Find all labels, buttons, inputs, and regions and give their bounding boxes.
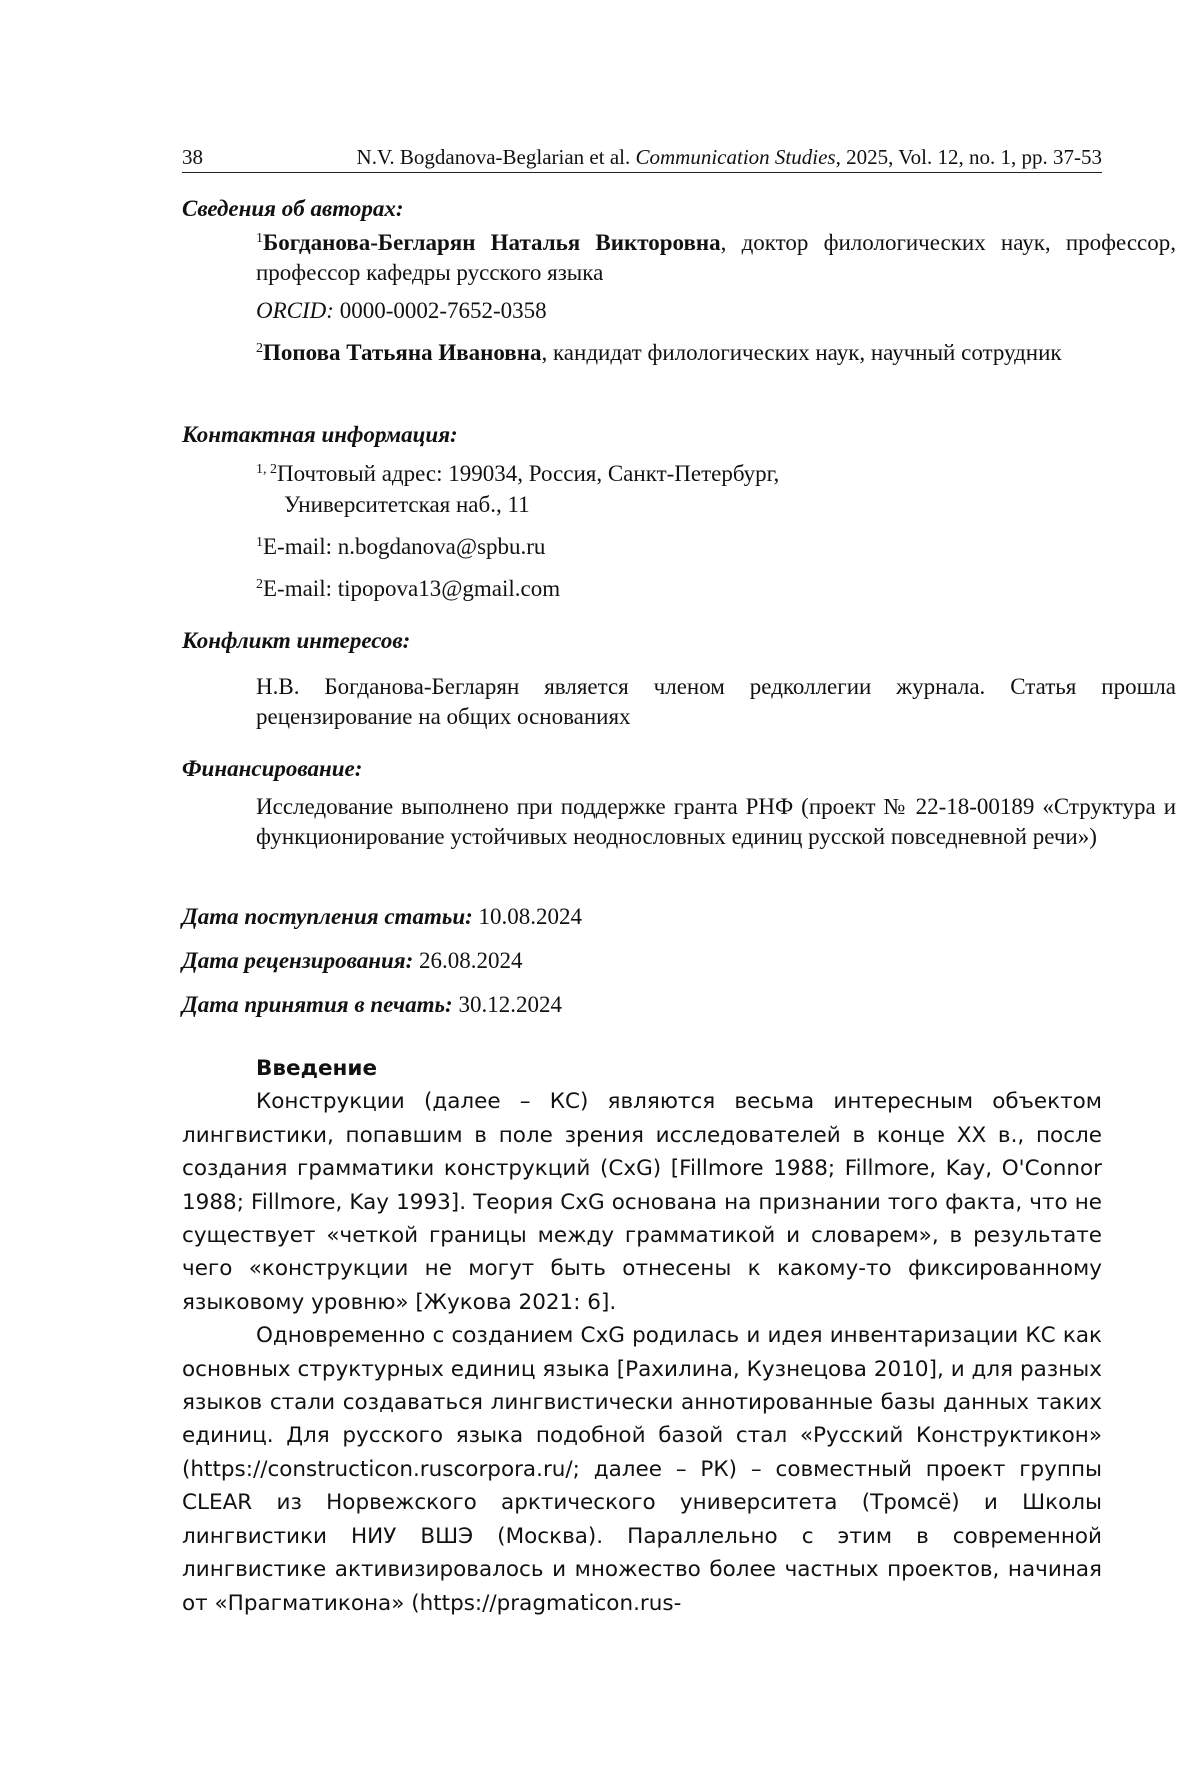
about-authors-label xyxy=(182,194,1102,224)
funding-text: Исследование выполнено при поддержке гранта РНФ (проект № 22-18-00189 «Структура и функционирование устойчивых неоднословных единиц русской повседневной речи») xyxy=(256,794,1176,849)
date-accepted xyxy=(182,990,1102,1020)
header-authors: N.V. Bogdanova-Beglarian et al. xyxy=(356,145,631,169)
conflict-label xyxy=(182,626,1102,656)
header-journal: Communication Studies xyxy=(635,145,836,169)
page-number: 38 xyxy=(182,145,203,169)
author-2 xyxy=(182,338,1176,368)
running-header xyxy=(182,144,1102,173)
email-2-sup: 2 xyxy=(256,577,263,592)
author-2-name: Попова Татьяна Ивановна xyxy=(263,340,542,365)
address-line-2: Университетская наб., 11 xyxy=(284,492,530,517)
section-label: Конфликт интересов: xyxy=(182,628,411,653)
email-2-text: E-mail: tipopova13@gmail.com xyxy=(263,576,561,601)
orcid xyxy=(182,296,1176,326)
date-received xyxy=(182,902,1102,932)
orcid-label: ORCID: xyxy=(256,298,334,323)
author-2-sup: 2 xyxy=(256,341,263,356)
postal-address-line-2 xyxy=(182,490,1200,520)
author-1-description: , доктор филологических наук, профессор, профессор кафедры русского языка xyxy=(256,230,1177,285)
author-1-name: Богданова-Бегларян Наталья Викторовна xyxy=(263,230,721,255)
conflict-text: Н.В. Богданова-Бегларян является членом редколлегии журнала. Статья прошла рецензирование на общих основаниях xyxy=(256,674,1176,729)
section-label: Сведения об авторах: xyxy=(182,196,404,221)
date-reviewed-value: 26.08.2024 xyxy=(413,948,523,973)
email-1-sup: 1 xyxy=(256,535,263,550)
running-citation xyxy=(357,144,1102,170)
section-heading: Введение xyxy=(256,1056,378,1081)
contacts-label xyxy=(182,420,1102,450)
paragraph: Одновременно с созданием CxG родилась и идея инвентаризации КС как основных структурных единиц языка [Рахилина, Кузнецова 2010], и для разных языков стали создаваться лингвистически аннотированные базы данных таких единиц. Для русского языка подобной базой стал «Русский Конструктикон» (https://constructicon.ruscorpora.ru/; далее – РК) – совместный проект группы CLEAR из Норвежского арктического университета (Тромсё) и Школы лингвистики НИУ ВШЭ (Москва). Параллельно с этим в современной лингвистике активизировалось и множество более частных проектов, начиная от «Прагматикона» (https://pragmaticon.rus- xyxy=(182,1323,1102,1616)
email-1 xyxy=(182,532,1176,562)
orcid-value: 0000-0002-7652-0358 xyxy=(333,298,547,323)
section-label: Финансирование: xyxy=(182,756,363,781)
funding-label xyxy=(182,754,1102,784)
date-received-label: Дата поступления статьи: xyxy=(182,904,473,929)
author-2-description: , кандидат филологических наук, научный сотрудник xyxy=(541,340,1062,365)
date-reviewed xyxy=(182,946,1102,976)
header-citation: , 2025, Vol. 12, no. 1, pp. 37-53 xyxy=(835,145,1102,169)
postal-address xyxy=(182,459,1176,489)
date-received-value: 10.08.2024 xyxy=(472,904,583,929)
date-reviewed-label: Дата рецензирования: xyxy=(182,948,414,973)
paragraph: Конструкции (далее – КС) являются весьма интересным объектом лингвистики, попавшим в поле зрения исследователей в конце XX в., после создания грамматики конструкций (CxG) [Fillmore 1988; Fillmore, Kay, O'Connor 1988; Fillmore, Kay 1993]. Теория CxG основана на признании того факта, что не существует «четкой границы между грамматикой и словарем», в результате чего «конструкции не могут быть отнесены к какому-то фиксированному языковому уровню» [Жукова 2021: 6]. xyxy=(182,1089,1102,1315)
address-line-1: Почтовый адрес: 199034, Россия, Санкт-Петербург, xyxy=(277,461,780,486)
author-1-sup: 1 xyxy=(256,231,263,246)
author-1 xyxy=(182,228,1176,288)
email-2 xyxy=(182,574,1176,604)
section-label: Контактная информация: xyxy=(182,422,458,447)
email-1-text: E-mail: n.bogdanova@spbu.ru xyxy=(263,534,546,559)
address-sup: 1, 2 xyxy=(256,462,277,477)
introduction-section xyxy=(182,1052,1102,1620)
date-accepted-label: Дата принятия в печать: xyxy=(182,992,453,1017)
date-accepted-value: 30.12.2024 xyxy=(452,992,562,1017)
